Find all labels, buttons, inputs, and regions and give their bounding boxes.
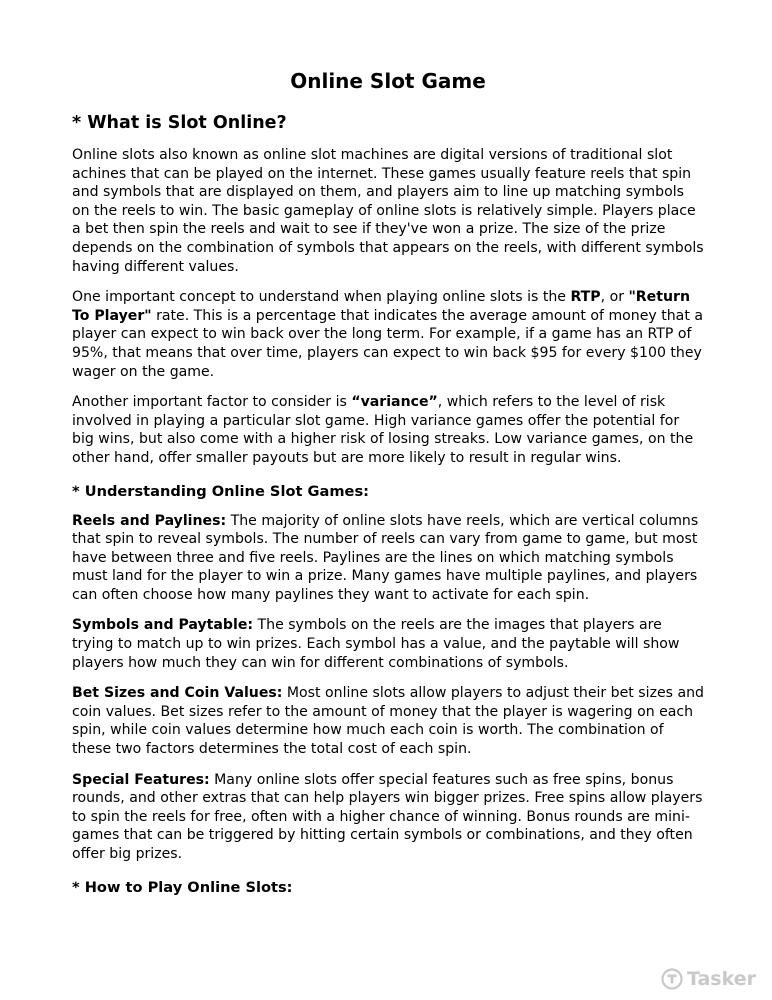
special-features-text: Many online slots offer special features such as free spins, bonus rounds, and other extras that can help players win bigger prizes. Free spins allow players to spin the reels for free, often with a higher chance of winning. Bonus rounds are mini-games that can be triggered by hitting certain symbols or combinations, and they often offer big prizes. — [72, 771, 703, 862]
paragraph-symbols-paytable — [72, 616, 704, 672]
paragraph-variance-text-2: , which refers to the level of risk involved in playing a particular slot game. High variance games offer the potential for big wins, but also come with a higher risk of losing streaks. Low variance games, on the other hand, offer smaller payouts but are more likely to result in regular wins. — [72, 394, 694, 466]
section-heading-how-to-play: * How to Play Online Slots: — [72, 878, 293, 896]
paragraph-rtp-text-2: , or — [600, 289, 629, 306]
paragraph-variance-text-1: Another important factor to consider is — [72, 394, 352, 411]
tasker-logo-icon — [661, 968, 683, 990]
document-page — [72, 64, 704, 908]
rtp-term: RTP — [570, 289, 601, 306]
paragraph-rtp-text-3: rate. This is a percentage that indicates the average amount of money that a player can expect to win back over the long term. For example, if a game has an RTP of 95%, that means that over time, players can expect to win back $95 for every $100 they wager on the game. — [72, 307, 703, 380]
bet-sizes-label: Bet Sizes and Coin Values: — [72, 685, 283, 702]
paragraph-intro: Online slots also known as online slot machines are digital versions of traditional slot achines that can be played on the internet. These games usually feature reels that spin and symbols that are displayed on them, and players aim to line up matching symbols on the reels to win. The basic gameplay of online slots is relatively simple. Players place a bet then spin the reels and wait to see if they've won a prize. The size of the prize depends on the combination of symbols that appears on the reels, with different symbols having different values. — [72, 147, 704, 275]
section-heading-understanding: * Understanding Online Slot Games: — [72, 482, 369, 500]
symbols-paytable-text: The symbols on the reels are the images that players are trying to match up to win prizes. Each symbol has a value, and the paytable will show players how much they can win for different combinations of symbols. — [72, 617, 680, 671]
paragraph-rtp — [72, 288, 704, 381]
return-to-player-term: "Return To Player" — [72, 289, 690, 324]
paragraph-bet-sizes — [72, 684, 704, 758]
reels-paylines-label: Reels and Paylines: — [72, 512, 227, 529]
bet-sizes-text: Most online slots allow players to adjust their bet sizes and coin values. Bet sizes refer to the amount of money that the player is wagering on each spin, while coin values determine how much each coin is worth. The combination of these two factors determines the total cost of each spin. — [72, 685, 704, 758]
special-features-label: Special Features: — [72, 771, 210, 788]
watermark-text: Tasker — [686, 968, 756, 990]
symbols-paytable-label: Symbols and Paytable: — [72, 617, 254, 634]
paragraph-reels-paylines — [72, 512, 704, 605]
paragraph-special-features — [72, 771, 704, 864]
variance-term: “variance” — [351, 394, 438, 411]
document-title: Online Slot Game — [290, 69, 486, 93]
paragraph-rtp-text-1: One important concept to understand when playing online slots is the — [72, 289, 571, 306]
reels-paylines-text: The majority of online slots have reels, which are vertical columns that spin to reveal symbols. The number of reels can vary from game to game, but most have between three and five reels. Paylines are the lines on which matching symbols must land for the player to win a prize. Many games have multiple paylines, and players can often choose how many paylines they want to activate for each spin. — [72, 512, 699, 603]
paragraph-variance — [72, 393, 704, 467]
section-heading-what-is-slot-online: * What is Slot Online? — [72, 113, 287, 133]
tasker-watermark — [661, 968, 756, 990]
